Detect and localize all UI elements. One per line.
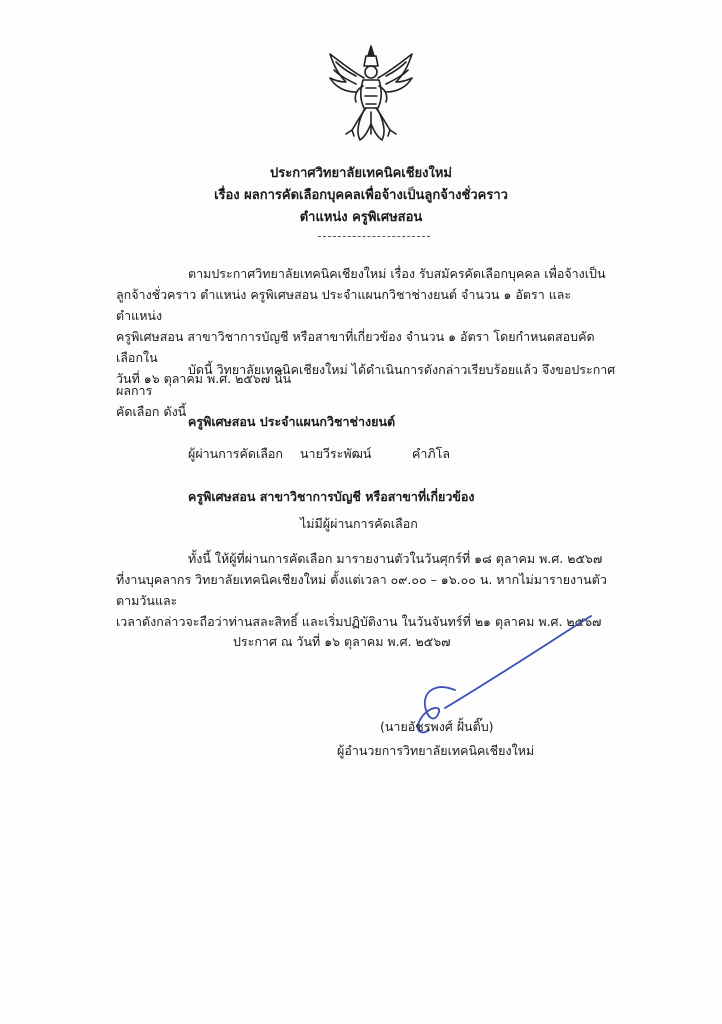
section-accounting-title: ครูพิเศษสอน สาขาวิชาการบัญชี หรือสาขาที่เกี่ยวข้อง	[188, 489, 475, 504]
paragraph-line: ที่งานบุคลากร วิทยาลัยเทคนิคเชียงใหม่ ตั้งแต่เวลา ๐๙.๐๐ – ๑๖.๐๐ น. หากไม่มารายงานตัวตามวันและ	[116, 572, 607, 608]
candidate-last-name: คำภิโล	[412, 446, 450, 461]
header-divider	[318, 236, 430, 237]
paragraph-line: เวลาดังกล่าวจะถือว่าท่านสละสิทธิ์ และเริ่มปฏิบัติงาน ในวันจันทร์ที่ ๒๑ ตุลาคม พ.ศ. ๒๕๖๗	[116, 614, 602, 629]
candidate-first-name: นายวีระพัฒน์	[300, 446, 372, 461]
announcement-date: ประกาศ ณ วันที่ ๑๖ ตุลาคม พ.ศ. ๒๕๖๗	[233, 634, 451, 649]
paragraph-line: บัดนี้ วิทยาลัยเทคนิคเชียงใหม่ ได้ดำเนินการดังกล่าวเรียบร้อยแล้ว จึงขอประกาศผลการ	[116, 362, 616, 398]
signer-title: ผู้อำนวยการวิทยาลัยเทคนิคเชียงใหม่	[337, 743, 535, 758]
paragraph-line: คัดเลือก ดังนี้	[116, 404, 187, 419]
garuda-emblem-icon	[326, 44, 416, 144]
document-header	[0, 163, 722, 229]
passed-label: ผู้ผ่านการคัดเลือก	[188, 446, 284, 461]
paragraph-line: ตามประกาศวิทยาลัยเทคนิคเชียงใหม่ เรื่อง รับสมัครคัดเลือกบุคคล เพื่อจ้างเป็น	[188, 266, 606, 281]
section-accounting-result: ไม่มีผู้ผ่านการคัดเลือก	[300, 516, 418, 531]
paragraph-line: ลูกจ้างชั่วคราว ตำแหน่ง ครูพิเศษสอน ประจำแผนกวิชาช่างยนต์ จำนวน ๑ อัตรา และตำแหน่ง	[116, 287, 572, 323]
paragraph-line: ครูพิเศษสอน สาขาวิชาการบัญชี หรือสาขาที่เกี่ยวข้อง จำนวน ๑ อัตรา โดยกำหนดสอบคัดเลือกใน	[116, 329, 595, 365]
header-subject: เรื่อง ผลการคัดเลือกบุคคลเพื่อจ้างเป็นลูกจ้างชั่วคราว	[214, 188, 508, 203]
paragraph-line: วันที่ ๑๖ ตุลาคม พ.ศ. ๒๕๖๗ นั้น	[116, 371, 292, 386]
paragraph-line: ทั้งนี้ ให้ผู้ที่ผ่านการคัดเลือก มารายงานตัวในวันศุกร์ที่ ๑๘ ตุลาคม พ.ศ. ๒๕๖๗	[188, 551, 603, 566]
header-position: ตำแหน่ง ครูพิเศษสอน	[299, 210, 423, 225]
signer-name: (นายอัชรพงศ์ ฝั้นติ๊บ)	[380, 719, 494, 734]
header-title: ประกาศวิทยาลัยเทคนิคเชียงใหม่	[269, 166, 453, 181]
section-automotive-title: ครูพิเศษสอน ประจำแผนกวิชาช่างยนต์	[188, 414, 396, 429]
